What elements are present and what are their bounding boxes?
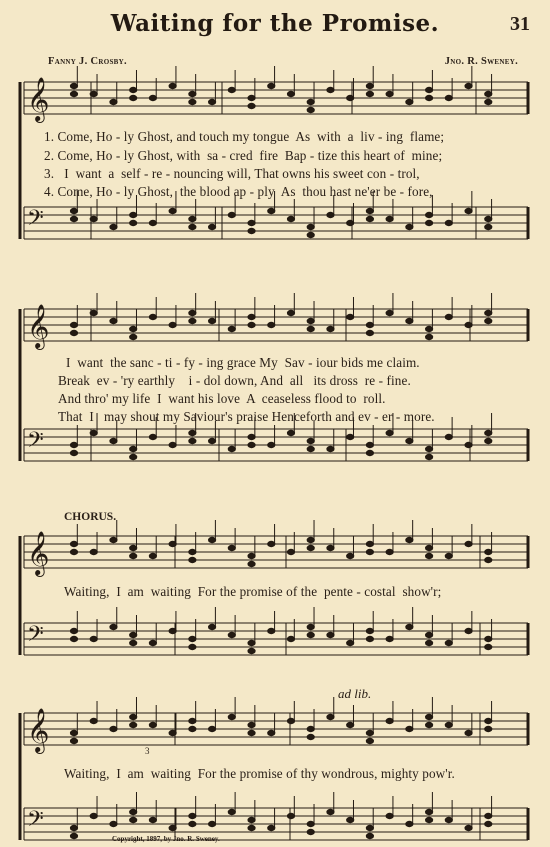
note-head bbox=[70, 825, 77, 830]
note-head bbox=[406, 99, 413, 104]
note-head bbox=[425, 87, 432, 92]
note-head bbox=[366, 541, 373, 546]
note-head bbox=[425, 212, 432, 217]
note-head bbox=[130, 454, 137, 459]
note-head bbox=[268, 322, 275, 327]
note-head bbox=[228, 632, 235, 637]
note-head bbox=[149, 553, 156, 558]
note-head bbox=[248, 95, 255, 100]
note-head bbox=[189, 557, 196, 562]
note-head bbox=[228, 545, 235, 550]
note-head bbox=[130, 545, 137, 550]
note-head bbox=[307, 107, 314, 112]
note-head bbox=[347, 553, 354, 558]
note-head bbox=[406, 726, 413, 731]
note-head bbox=[70, 330, 77, 335]
copyright-notice: Copyright, 1897, by Jno. R. Sweney. bbox=[112, 835, 220, 843]
note-head bbox=[248, 817, 255, 822]
note-head bbox=[307, 326, 314, 331]
verse1-line2: I want the sanc - ti - fy - ing grace My Sav - iour bids me claim. bbox=[66, 355, 420, 370]
note-head bbox=[366, 330, 373, 335]
note-head bbox=[485, 224, 492, 229]
note-head bbox=[130, 212, 137, 217]
note-head bbox=[208, 99, 215, 104]
note-head bbox=[189, 821, 196, 826]
note-head bbox=[268, 83, 275, 88]
note-head bbox=[90, 813, 97, 818]
note-head bbox=[268, 825, 275, 830]
note-head bbox=[406, 438, 413, 443]
note-head bbox=[189, 216, 196, 221]
note-head bbox=[307, 438, 314, 443]
note-head bbox=[110, 224, 117, 229]
note-head bbox=[425, 817, 432, 822]
note-head bbox=[130, 722, 137, 727]
note-head bbox=[208, 537, 215, 542]
note-head bbox=[425, 334, 432, 339]
note-head bbox=[189, 549, 196, 554]
note-head bbox=[485, 557, 492, 562]
note-head bbox=[90, 636, 97, 641]
note-head bbox=[366, 216, 373, 221]
note-head bbox=[248, 442, 255, 447]
note-head bbox=[208, 438, 215, 443]
note-head bbox=[425, 553, 432, 558]
note-head bbox=[149, 220, 156, 225]
note-head bbox=[90, 430, 97, 435]
note-head bbox=[366, 628, 373, 633]
note-head bbox=[70, 442, 77, 447]
note-head bbox=[445, 553, 452, 558]
note-head bbox=[445, 817, 452, 822]
note-head bbox=[425, 326, 432, 331]
note-head bbox=[189, 224, 196, 229]
note-head bbox=[70, 833, 77, 838]
note-head bbox=[70, 208, 77, 213]
note-head bbox=[248, 561, 255, 566]
bass-clef-icon: 𝄢 bbox=[27, 622, 44, 652]
note-head bbox=[386, 91, 393, 96]
note-head bbox=[485, 91, 492, 96]
chorus-line1: Waiting, I am waiting For the promise of the pente - costal show'r; bbox=[64, 584, 442, 599]
note-head bbox=[406, 537, 413, 542]
note-head bbox=[248, 640, 255, 645]
note-head bbox=[130, 446, 137, 451]
note-head bbox=[70, 91, 77, 96]
note-head bbox=[189, 430, 196, 435]
chorus-line2: Waiting, I am waiting For the promise of thy wondrous, mighty pow'r. bbox=[64, 766, 455, 781]
ad-lib-direction: ad lib. bbox=[338, 686, 372, 701]
note-head bbox=[130, 632, 137, 637]
note-head bbox=[307, 99, 314, 104]
note-head bbox=[485, 310, 492, 315]
note-head bbox=[465, 628, 472, 633]
note-head bbox=[189, 99, 196, 104]
note-head bbox=[366, 549, 373, 554]
verse2-line2: Break ev - 'ry earthly i - dol down, And all its dross re - fine. bbox=[58, 373, 411, 388]
note-head bbox=[287, 718, 294, 723]
note-head bbox=[169, 83, 176, 88]
verse4-line2: That I may shout my Saviour's praise Henceforth and ev - er - more. bbox=[58, 409, 435, 424]
note-head bbox=[248, 314, 255, 319]
note-head bbox=[70, 322, 77, 327]
note-head bbox=[425, 809, 432, 814]
note-head bbox=[366, 730, 373, 735]
note-head bbox=[347, 640, 354, 645]
note-head bbox=[189, 644, 196, 649]
note-head bbox=[465, 825, 472, 830]
note-head bbox=[189, 726, 196, 731]
note-head bbox=[386, 813, 393, 818]
page-number: 31 bbox=[510, 13, 530, 35]
note-head bbox=[445, 314, 452, 319]
note-head bbox=[327, 545, 334, 550]
note-head bbox=[130, 334, 137, 339]
note-head bbox=[248, 103, 255, 108]
note-head bbox=[307, 821, 314, 826]
note-head bbox=[70, 83, 77, 88]
note-head bbox=[228, 87, 235, 92]
note-head bbox=[366, 83, 373, 88]
note-head bbox=[445, 220, 452, 225]
note-head bbox=[425, 640, 432, 645]
note-head bbox=[248, 220, 255, 225]
note-head bbox=[228, 212, 235, 217]
note-head bbox=[287, 813, 294, 818]
note-head bbox=[228, 714, 235, 719]
note-head bbox=[465, 83, 472, 88]
note-head bbox=[268, 628, 275, 633]
note-head bbox=[287, 310, 294, 315]
note-head bbox=[406, 318, 413, 323]
note-head bbox=[130, 809, 137, 814]
note-head bbox=[248, 434, 255, 439]
treble-clef-icon: 𝄞 bbox=[27, 304, 50, 348]
note-head bbox=[248, 228, 255, 233]
note-head bbox=[130, 640, 137, 645]
note-head bbox=[169, 628, 176, 633]
note-head bbox=[465, 442, 472, 447]
note-head bbox=[485, 216, 492, 221]
note-head bbox=[425, 714, 432, 719]
note-head bbox=[366, 450, 373, 455]
note-head bbox=[425, 446, 432, 451]
chorus-label: CHORUS. bbox=[64, 511, 117, 523]
note-head bbox=[268, 541, 275, 546]
note-head bbox=[248, 648, 255, 653]
note-head bbox=[189, 318, 196, 323]
note-head bbox=[366, 208, 373, 213]
verse2-line1: 2. Come, Ho - ly Ghost, with sa - cred fire Bap - tize this heart of mine; bbox=[44, 148, 443, 163]
note-head bbox=[307, 632, 314, 637]
note-head bbox=[485, 318, 492, 323]
note-head bbox=[208, 318, 215, 323]
note-head bbox=[70, 636, 77, 641]
note-head bbox=[366, 91, 373, 96]
note-head bbox=[110, 438, 117, 443]
note-head bbox=[169, 825, 176, 830]
note-head bbox=[130, 714, 137, 719]
note-head bbox=[149, 640, 156, 645]
note-head bbox=[169, 730, 176, 735]
note-head bbox=[70, 738, 77, 743]
note-head bbox=[425, 454, 432, 459]
note-head bbox=[189, 91, 196, 96]
note-head bbox=[90, 91, 97, 96]
note-head bbox=[287, 91, 294, 96]
note-head bbox=[425, 95, 432, 100]
treble-clef-icon: 𝄞 bbox=[27, 77, 50, 121]
note-head bbox=[70, 216, 77, 221]
note-head bbox=[228, 809, 235, 814]
note-head bbox=[268, 442, 275, 447]
note-head bbox=[149, 817, 156, 822]
note-head bbox=[347, 722, 354, 727]
note-head bbox=[327, 632, 334, 637]
note-head bbox=[307, 224, 314, 229]
note-head bbox=[189, 813, 196, 818]
note-head bbox=[445, 95, 452, 100]
note-head bbox=[406, 624, 413, 629]
note-head bbox=[425, 220, 432, 225]
note-head bbox=[445, 640, 452, 645]
note-head bbox=[485, 726, 492, 731]
note-head bbox=[110, 99, 117, 104]
note-head bbox=[70, 450, 77, 455]
note-head bbox=[347, 314, 354, 319]
note-head bbox=[287, 430, 294, 435]
note-head bbox=[248, 730, 255, 735]
note-head bbox=[347, 817, 354, 822]
note-head bbox=[485, 821, 492, 826]
note-head bbox=[307, 545, 314, 550]
note-head bbox=[327, 212, 334, 217]
note-head bbox=[347, 434, 354, 439]
note-head bbox=[386, 310, 393, 315]
note-head bbox=[130, 553, 137, 558]
note-head bbox=[169, 322, 176, 327]
note-head bbox=[110, 726, 117, 731]
note-head bbox=[366, 322, 373, 327]
note-head bbox=[110, 318, 117, 323]
note-head bbox=[327, 87, 334, 92]
note-head bbox=[70, 549, 77, 554]
fingering-mark: 3 bbox=[145, 746, 150, 756]
note-head bbox=[130, 95, 137, 100]
note-head bbox=[307, 446, 314, 451]
verse1-line1: 1. Come, Ho - ly Ghost, and touch my tongue As with a liv - ing flame; bbox=[44, 129, 445, 144]
note-head bbox=[248, 322, 255, 327]
note-head bbox=[90, 718, 97, 723]
note-head bbox=[485, 549, 492, 554]
note-head bbox=[485, 644, 492, 649]
note-head bbox=[70, 730, 77, 735]
note-head bbox=[130, 326, 137, 331]
note-head bbox=[268, 208, 275, 213]
note-head bbox=[386, 549, 393, 554]
note-head bbox=[445, 434, 452, 439]
note-head bbox=[485, 99, 492, 104]
note-head bbox=[327, 809, 334, 814]
note-head bbox=[169, 442, 176, 447]
note-head bbox=[208, 821, 215, 826]
note-head bbox=[70, 541, 77, 546]
note-head bbox=[366, 636, 373, 641]
note-head bbox=[130, 87, 137, 92]
note-head bbox=[366, 738, 373, 743]
note-head bbox=[90, 310, 97, 315]
note-head bbox=[406, 224, 413, 229]
note-head bbox=[425, 722, 432, 727]
note-head bbox=[465, 730, 472, 735]
note-head bbox=[485, 813, 492, 818]
note-head bbox=[208, 726, 215, 731]
note-head bbox=[425, 632, 432, 637]
note-head bbox=[307, 318, 314, 323]
note-head bbox=[347, 95, 354, 100]
note-head bbox=[307, 829, 314, 834]
note-head bbox=[287, 549, 294, 554]
note-head bbox=[327, 446, 334, 451]
note-head bbox=[386, 718, 393, 723]
note-head bbox=[169, 541, 176, 546]
note-head bbox=[149, 314, 156, 319]
note-head bbox=[228, 326, 235, 331]
bass-clef-icon: 𝄢 bbox=[27, 428, 44, 458]
note-head bbox=[366, 442, 373, 447]
note-head bbox=[208, 224, 215, 229]
note-head bbox=[189, 636, 196, 641]
note-head bbox=[327, 714, 334, 719]
note-head bbox=[485, 718, 492, 723]
composer-credit: Jno. R. Sweney. bbox=[444, 56, 518, 67]
note-head bbox=[208, 624, 215, 629]
note-head bbox=[130, 220, 137, 225]
note-head bbox=[90, 216, 97, 221]
note-head bbox=[149, 722, 156, 727]
note-head bbox=[268, 730, 275, 735]
note-head bbox=[110, 537, 117, 542]
note-head bbox=[327, 326, 334, 331]
note-head bbox=[386, 216, 393, 221]
note-head bbox=[110, 821, 117, 826]
note-head bbox=[189, 438, 196, 443]
note-head bbox=[189, 718, 196, 723]
note-head bbox=[386, 636, 393, 641]
note-head bbox=[110, 624, 117, 629]
note-head bbox=[169, 208, 176, 213]
note-head bbox=[248, 825, 255, 830]
note-head bbox=[425, 545, 432, 550]
note-head bbox=[248, 722, 255, 727]
note-head bbox=[366, 825, 373, 830]
note-head bbox=[465, 322, 472, 327]
note-head bbox=[445, 722, 452, 727]
note-head bbox=[287, 216, 294, 221]
treble-clef-icon: 𝄞 bbox=[27, 531, 50, 575]
author-credit: Fanny J. Crosby. bbox=[48, 56, 127, 67]
note-head bbox=[307, 232, 314, 237]
treble-clef-icon: 𝄞 bbox=[27, 708, 50, 752]
note-head bbox=[248, 553, 255, 558]
note-head bbox=[406, 821, 413, 826]
note-head bbox=[307, 624, 314, 629]
note-head bbox=[485, 438, 492, 443]
note-head bbox=[287, 636, 294, 641]
note-head bbox=[90, 549, 97, 554]
note-head bbox=[465, 541, 472, 546]
note-head bbox=[189, 310, 196, 315]
note-head bbox=[70, 628, 77, 633]
note-head bbox=[149, 434, 156, 439]
verse3-line2: And thro' my life I want his love A ceaseless flood to roll. bbox=[58, 391, 386, 406]
note-head bbox=[149, 95, 156, 100]
note-head bbox=[307, 726, 314, 731]
note-head bbox=[130, 817, 137, 822]
hymn-title: Waiting for the Promise. bbox=[110, 10, 440, 37]
bass-clef-icon: 𝄢 bbox=[27, 206, 44, 236]
note-head bbox=[228, 446, 235, 451]
verse4-line1: 4. Come, Ho - ly Ghost, the blood ap - ply As thou hast ne'er be - fore, bbox=[44, 184, 433, 199]
note-head bbox=[347, 220, 354, 225]
note-head bbox=[465, 208, 472, 213]
bass-clef-icon: 𝄢 bbox=[27, 807, 44, 837]
note-head bbox=[485, 430, 492, 435]
note-head bbox=[366, 833, 373, 838]
note-head bbox=[485, 636, 492, 641]
note-head bbox=[307, 537, 314, 542]
note-head bbox=[307, 734, 314, 739]
verse3-line1: 3. I want a self - re - nouncing will, That owns his sweet con - trol, bbox=[44, 166, 420, 181]
note-head bbox=[386, 430, 393, 435]
